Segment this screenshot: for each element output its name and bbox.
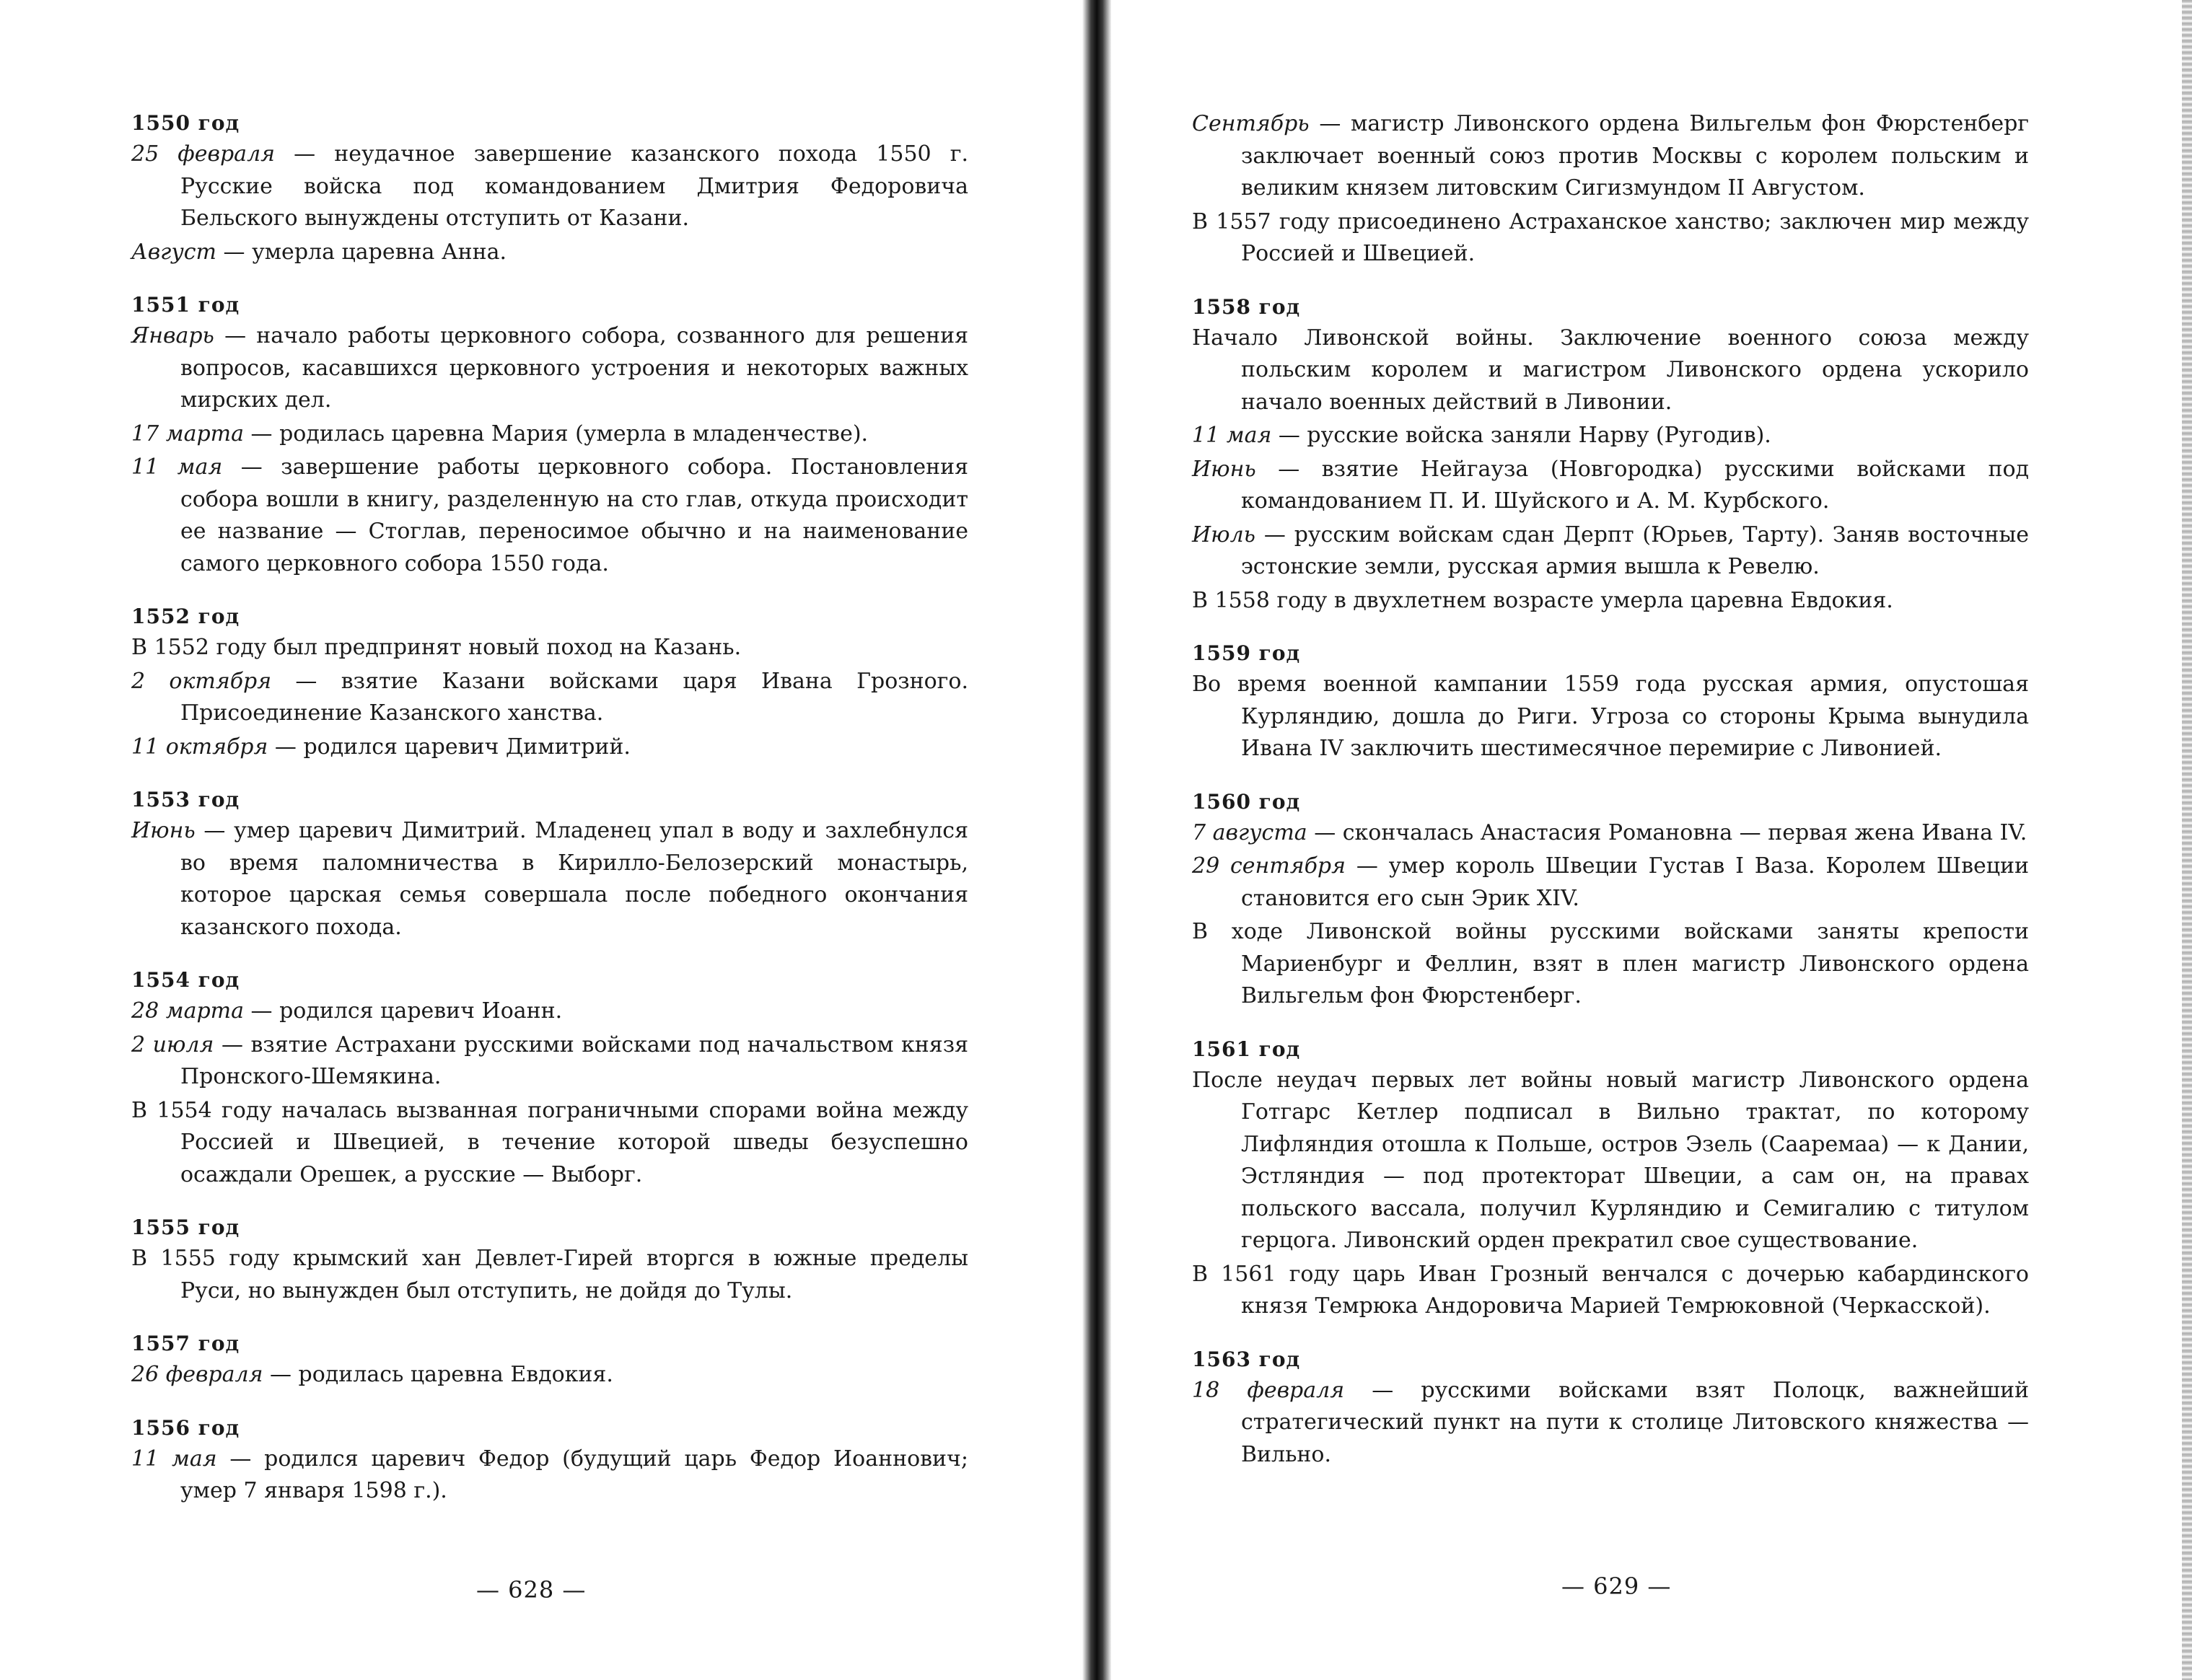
chronicle-entry bbox=[131, 815, 968, 944]
chronicle-entry bbox=[131, 320, 968, 417]
entry-date: Январь bbox=[131, 323, 214, 348]
entry-text: В 1555 году крымский хан Девлет-Гирей вторгся в южные пределы Руси, но вынужден был отступить, не дойдя до Тулы. bbox=[131, 1246, 968, 1303]
chronicle-entry bbox=[1192, 1065, 2029, 1257]
entry-text: — взятие Астрахани русскими войсками под начальством князя Пронского-Шемякина. bbox=[180, 1032, 968, 1089]
year-heading: 1563 год bbox=[1192, 1347, 1301, 1371]
year-heading: 1560 год bbox=[1192, 789, 1301, 814]
chronicle-entry bbox=[131, 1095, 968, 1192]
year-heading: 1551 год bbox=[131, 293, 240, 317]
entry-text: Во время военной кампании 1559 года русская армия, опустошая Курляндию, дошла до Риги. Угроза со стороны Крыма вынудила Ивана IV заключить шестимесячное перемирие с Ливонией. bbox=[1192, 672, 2029, 761]
chronicle-entry bbox=[1192, 916, 2029, 1013]
chronicle-entry bbox=[1192, 669, 2029, 765]
entry-date: Август bbox=[131, 239, 216, 265]
chronicle-entry bbox=[131, 1359, 968, 1391]
chronicle-entry bbox=[1192, 420, 2029, 452]
chronicle-entry bbox=[131, 632, 968, 664]
entry-text: — родилась царевна Мария (умерла в младенчестве). bbox=[244, 421, 869, 447]
right-page-text bbox=[1192, 108, 2029, 1471]
entry-date: 11 мая bbox=[131, 454, 223, 480]
entry-text: — взятие Казани войсками царя Ивана Грозного. Присоединение Казанского ханства. bbox=[180, 668, 968, 726]
chronicle-entry bbox=[1192, 108, 2029, 205]
entry-text: — родился царевич Федор (будущий царь Федор Иоаннович; умер 7 января 1598 г.). bbox=[180, 1446, 968, 1503]
chronicle-entry bbox=[131, 1243, 968, 1307]
entry-text: — русским войскам сдан Дерпт (Юрьев, Тарту). Заняв восточные эстонские земли, русская армия вышла к Ревелю. bbox=[1241, 522, 2029, 579]
entry-text: — неудачное завершение казанского похода 1550 г. Русские войска под командованием Дмитрия Федоровича Бельского вынуждены отступить от Казани. bbox=[180, 141, 968, 231]
entry-date: 2 октября bbox=[131, 668, 272, 694]
entry-text: — умер царевич Димитрий. Младенец упал в воду и захлебнулся во время паломничества в Кирилло-Белозерский монастырь, которое царская семья совершала после победного окончания казанского похода. bbox=[180, 818, 968, 940]
year-heading: 1552 год bbox=[131, 604, 240, 628]
right-page bbox=[1111, 0, 2192, 1680]
entry-text: — русские войска заняли Нарву (Ругодив). bbox=[1271, 423, 1771, 448]
entry-date: 11 октября bbox=[131, 734, 268, 760]
chronicle-entry bbox=[1192, 1375, 2029, 1472]
year-heading: 1556 год bbox=[131, 1415, 240, 1440]
chronicle-entry bbox=[131, 418, 968, 451]
entry-text: — русскими войсками взят Полоцк, важнейший стратегический пункт на пути к столице Литовского княжества — Вильно. bbox=[1241, 1377, 2029, 1467]
entry-text: В 1558 году в двухлетнем возрасте умерла царевна Евдокия. bbox=[1192, 587, 1893, 613]
page-edge-shadow bbox=[2182, 0, 2192, 1680]
entry-text: В 1557 году присоединено Астраханское ханство; заключен мир между Россией и Швецией. bbox=[1192, 208, 2029, 266]
year-heading: 1555 год bbox=[131, 1215, 240, 1239]
year-heading: 1554 год bbox=[131, 968, 240, 992]
chronicle-entry bbox=[1192, 585, 2029, 617]
entry-text: В 1561 году царь Иван Грозный венчался с дочерью кабардинского князя Темрюка Андоровича Марией Темрюковной (Черкасской). bbox=[1192, 1261, 2029, 1319]
chronicle-entry bbox=[131, 138, 968, 235]
chronicle-entry bbox=[131, 237, 968, 269]
entry-date: 28 марта bbox=[131, 998, 245, 1024]
right-page-number: — 629 — bbox=[1561, 1573, 1672, 1600]
year-heading: 1559 год bbox=[1192, 641, 1301, 665]
chronicle-entry bbox=[1192, 850, 2029, 915]
entry-date: Июнь bbox=[131, 818, 196, 843]
chronicle-entry bbox=[1192, 817, 2029, 850]
entry-text: — умер король Швеции Густав I Ваза. Королем Швеции становится его сын Эрик XIV. bbox=[1241, 853, 2029, 911]
entry-date: 2 июля bbox=[131, 1032, 214, 1057]
chronicle-entry bbox=[131, 452, 968, 580]
year-heading: 1550 год bbox=[131, 111, 240, 135]
left-page-text bbox=[131, 108, 968, 1508]
entry-text: — родился царевич Димитрий. bbox=[268, 734, 631, 760]
entry-date: 7 августа bbox=[1192, 819, 1307, 845]
entry-text: — завершение работы церковного собора. Постановления собора вошли в книгу, разделенную на сто глав, откуда происходит ее название — Стоглав, переносимое обычно и на наименование самого церковного собора 1550 года. bbox=[180, 454, 968, 576]
chronicle-entry bbox=[131, 1029, 968, 1094]
entry-text: В 1554 году началась вызванная пограничными спорами война между Россией и Швецией, в течение которой шведы безуспешно осаждали Орешек, а русские — Выборг. bbox=[131, 1097, 968, 1187]
entry-date: 29 сентября bbox=[1192, 853, 1346, 879]
chronicle-entry bbox=[131, 731, 968, 764]
entry-text: — магистр Ливонского ордена Вильгельм фон Фюрстенберг заключает военный союз против Москвы с королем польским и великим князем литовским Сигизмундом II Августом. bbox=[1241, 111, 2029, 201]
entry-text: — родился царевич Иоанн. bbox=[244, 998, 563, 1024]
entry-date: 26 февраля bbox=[131, 1362, 263, 1387]
chronicle-entry bbox=[1192, 519, 2029, 584]
left-page-number: — 628 — bbox=[476, 1576, 587, 1604]
year-heading: 1553 год bbox=[131, 788, 240, 812]
entry-text: — взятие Нейгауза (Новгородка) русскими войсками под командованием П. И. Шуйского и А. М. Курбского. bbox=[1241, 456, 2029, 514]
entry-date: 11 мая bbox=[131, 1446, 217, 1472]
year-heading: 1557 год bbox=[131, 1332, 240, 1355]
chronicle-entry bbox=[1192, 454, 2029, 518]
entry-text: В 1552 году был предпринят новый поход на Казань. bbox=[131, 635, 742, 660]
entry-date: 25 февраля bbox=[131, 141, 276, 167]
year-heading: 1561 год bbox=[1192, 1037, 1301, 1061]
chronicle-entry bbox=[131, 666, 968, 730]
entry-date: Сентябрь bbox=[1192, 111, 1310, 136]
entry-text: После неудач первых лет войны новый магистр Ливонского ордена Готгарс Кетлер подписал в Вильно трактат, по которому Лифляндия отошла к Польше, остров Эзель (Сааремаа) — к Дании, Эстляндия — под протекторат Швеции, а сам он, на правах польского вассала, получил Курляндию и Семигалию с титулом герцога. Ливонский орден прекратил свое существование. bbox=[1192, 1067, 2029, 1253]
entry-text: Начало Ливонской войны. Заключение военного союза между польским королем и магистром Ливонского ордена ускорило начало военных действий в Ливонии. bbox=[1192, 325, 2029, 415]
chronicle-entry bbox=[131, 995, 968, 1028]
year-heading: 1558 год bbox=[1192, 294, 1301, 319]
entry-text: — скончалась Анастасия Романовна — первая жена Ивана IV. bbox=[1307, 819, 2027, 845]
chronicle-entry bbox=[131, 1443, 968, 1508]
entry-text: — родилась царевна Евдокия. bbox=[263, 1362, 613, 1387]
entry-date: 18 февраля bbox=[1192, 1377, 1345, 1403]
entry-date: Июнь bbox=[1192, 456, 1256, 482]
book-gutter bbox=[1082, 0, 1111, 1680]
chronicle-entry bbox=[1192, 206, 2029, 271]
chronicle-entry bbox=[1192, 322, 2029, 419]
entry-date: Июль bbox=[1192, 522, 1256, 547]
chronicle-entry bbox=[1192, 1259, 2029, 1323]
left-page bbox=[0, 0, 1082, 1680]
entry-date: 11 мая bbox=[1192, 423, 1272, 448]
entry-date: 17 марта bbox=[131, 421, 245, 447]
entry-text: В ходе Ливонской войны русскими войсками заняты крепости Мариенбург и Феллин, взят в плен магистр Ливонского ордена Вильгельм фон Фюрстенберг. bbox=[1192, 919, 2029, 1008]
entry-text: — начало работы церковного собора, созванного для решения вопросов, касавшихся церковного устроения и некоторых важных мирских дел. bbox=[180, 323, 968, 413]
entry-text: — умерла царевна Анна. bbox=[216, 239, 507, 265]
